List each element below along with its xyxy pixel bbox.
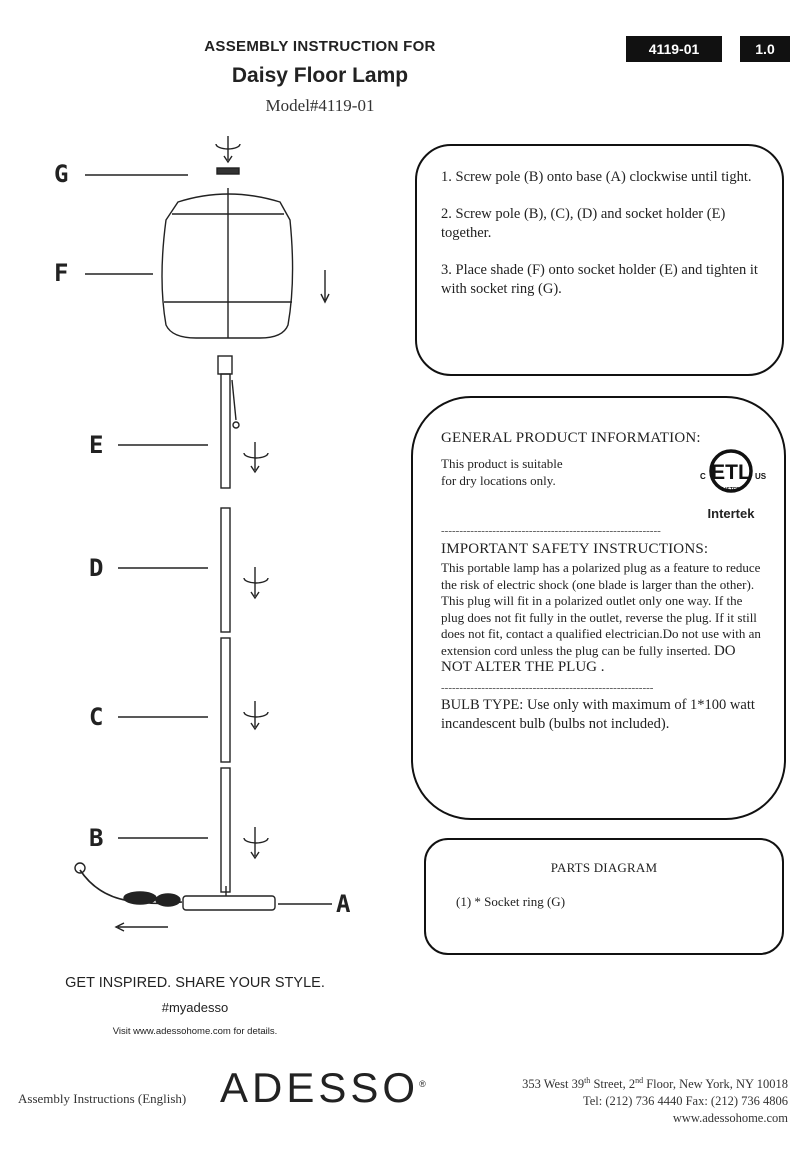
divider-2: ---------------------------------------------------------- <box>441 681 654 694</box>
instruction-title: ASSEMBLY INSTRUCTION FOR <box>204 38 436 55</box>
rotate-arrow-d <box>244 567 268 598</box>
foot-switch <box>124 892 156 904</box>
socket-ring-part <box>217 168 239 174</box>
intertek-label: Intertek <box>707 506 755 521</box>
step-2: 2. Screw pole (B), (C), (D) and socket holder (E) together. <box>441 206 726 241</box>
footer-language: Assembly Instructions (English) <box>18 1091 187 1106</box>
general-info-heading: GENERAL PRODUCT INFORMATION: <box>441 430 701 446</box>
label-e: E <box>89 431 104 459</box>
safety-warning: DO NOT ALTER THE PLUG . <box>441 642 736 675</box>
label-b: B <box>89 824 104 852</box>
version-badge: 1.0 <box>740 36 790 62</box>
promo-visit: Visit www.adessohome.com for details. <box>112 1026 278 1037</box>
label-g: G <box>54 160 69 188</box>
rotate-arrow-b <box>244 827 268 858</box>
addr-suffix: Floor, New York, NY 10018 <box>643 1077 788 1092</box>
footer-phone: Tel: (212) 736 4440 Fax: (212) 736 4806 <box>582 1094 788 1109</box>
parts-item: (1) * Socket ring (G) <box>456 894 566 909</box>
safety-body <box>441 560 762 676</box>
label-c: C <box>89 703 104 731</box>
steps-box <box>415 144 784 376</box>
model-number: Model#4119-01 <box>265 96 375 115</box>
footer-address-block <box>488 1072 788 1127</box>
step-3: 3. Place shade (F) onto socket holder (E) and tighten it with socket ring (G). <box>441 262 758 297</box>
label-f: F <box>54 259 69 287</box>
label-a: A <box>336 890 351 918</box>
rotate-arrow-e <box>244 442 268 472</box>
registered-mark: ® <box>419 1079 426 1089</box>
divider-1: ------------------------------------------------------------ <box>441 525 661 537</box>
svg-text:ETL: ETL <box>711 461 751 484</box>
brand-name: ADESSO <box>220 1064 420 1111</box>
dry-location-line-1: This product is suitable <box>441 456 563 471</box>
etl-logo-icon <box>693 447 773 503</box>
parts-heading: PARTS DIAGRAM <box>550 860 658 875</box>
etl-listed-text: LISTED <box>722 487 740 493</box>
step-1: 1. Screw pole (B) onto base (A) clockwise until tight. <box>441 169 752 185</box>
dry-location-line-2: for dry locations only. <box>441 473 556 488</box>
product-name: Daisy Floor Lamp <box>231 64 409 87</box>
etl-certification-mark <box>693 447 773 521</box>
addr-nd: nd <box>635 1076 644 1085</box>
addr-prefix: 353 West 39 <box>522 1077 585 1092</box>
promo-hashtag: #myadesso <box>161 1000 229 1015</box>
assembly-diagram <box>0 130 380 950</box>
addr-mid: Street, 2 <box>590 1077 636 1092</box>
model-badge: 4119-01 <box>626 36 722 62</box>
promo-tagline: GET INSPIRED. SHARE YOUR STYLE. <box>65 975 325 991</box>
safety-text: This portable lamp has a polarized plug as a feature to reduce the risk of electric shock (one blade is larger than the other). This plug will fit in a polarized outlet only one way. If the plug does not fit fully in the outlet, reverse the plug. If it still does not fit, contact a qualified electrician.Do not use with an extension cord unless the plug can be fully inserted. <box>441 560 761 658</box>
brand-logo <box>220 1064 426 1112</box>
general-info-box <box>411 396 786 820</box>
safety-heading: IMPORTANT SAFETY INSTRUCTIONS: <box>441 541 709 557</box>
etl-us-text: US <box>755 472 767 481</box>
bulb-type: BULB TYPE: Use only with maximum of 1*100 watt incandescent bulb (bulbs not included). <box>441 696 755 732</box>
rotate-arrow-c <box>244 701 268 729</box>
footer-web: www.adessohome.com <box>672 1111 788 1126</box>
label-d: D <box>89 554 104 582</box>
addr-th: th <box>584 1076 591 1085</box>
footer-address <box>488 1072 788 1093</box>
base-part <box>183 896 275 910</box>
etl-c-text: C <box>700 472 706 481</box>
lamp-shade-part <box>162 194 293 338</box>
parts-diagram-box <box>424 838 784 955</box>
